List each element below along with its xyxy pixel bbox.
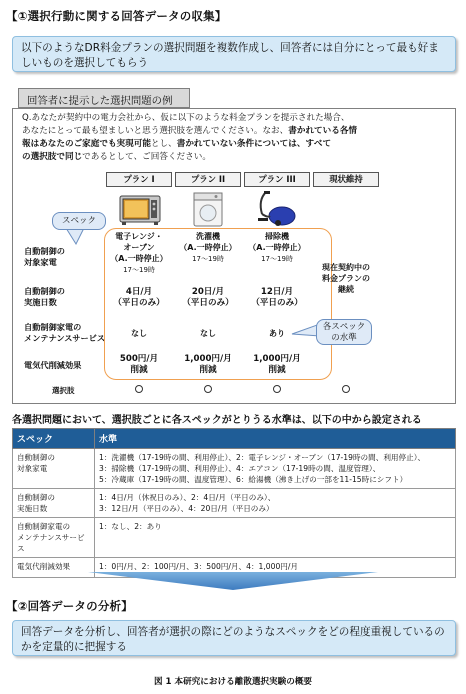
plan-2-maintenance: なし [200, 329, 216, 338]
row-label-maintenance: 自動制御家電の メンテナンスサービス [24, 322, 106, 343]
down-arrow-icon [88, 572, 378, 590]
plan-1-radio[interactable] [135, 385, 143, 393]
question-text3: とし、 [150, 139, 177, 149]
question-line2: あなたにとって最も望ましいと思う選択肢を選んでください。なお、 [22, 126, 289, 136]
plan-3-appliance: 掃除機 （A.一時停止） 17～19時 [248, 232, 306, 263]
plan-4-current: 現在契約中の 料金プランの 継続 [322, 263, 370, 294]
table-row: 自動制御家電の メンテナンスサービス 1：なし、2：あり [13, 518, 456, 558]
section1-title: 【①選択行動に関する回答データの収集】 [6, 9, 227, 23]
levels-header-spec: スペック [13, 429, 95, 449]
plan-3-discount: 1,000円/月 削減 [253, 354, 301, 375]
plan-1-appliance: 電子レンジ・ オーブン （A.一時停止） 17～19時 [110, 232, 168, 274]
table-row: 電気代削減効果 1：0円/月、2：100円/月、3：500円/月、4：1,000円/月 [13, 558, 456, 578]
plan-3-header: プラン III [244, 172, 310, 187]
question-line1: Q.あなたが契約中の電力会社から、仮に以下のような料金プランを提示された場合、 [22, 113, 350, 123]
level-callout: 各スペック の水準 [316, 319, 372, 345]
plan-4-radio[interactable] [342, 385, 350, 393]
question-bold4: の選択肢で同じ [22, 152, 83, 162]
row-label-discount: 電気代削減効果 [24, 360, 82, 370]
plan-2-discount: 1,000円/月 削減 [184, 354, 232, 375]
levels-table [12, 428, 456, 578]
vacuum-cleaner-icon [254, 190, 300, 228]
plan-1-maintenance: なし [131, 329, 147, 338]
section1-description: 以下のようなDR料金プランの選択問題を複数作成し、回答者には自分にとって最も好ましいものを選択してもらう [12, 36, 456, 72]
question-bold2: 書かれている各情 [288, 126, 358, 136]
plan-3-radio[interactable] [273, 385, 281, 393]
plan-1-days: 4日/月 （平日のみ） [113, 287, 165, 308]
table-row: 自動制御の 実施日数 1：4日/月（休祝日のみ）、2：4日/月（平日のみ）、 3：12日/月（平日のみ）、4：20日/月（平日のみ） [13, 489, 456, 518]
section2-title: 【②回答データの分析】 [6, 599, 133, 613]
question-bold3a: 報はあなたのご家庭でも実現可能 [22, 139, 151, 149]
plan-4-header: 現状維持 [313, 172, 379, 187]
spec-callout-pointer [62, 228, 110, 246]
row-label-days: 自動制御の 実施日数 [24, 286, 65, 307]
plan-3-maintenance: あり [269, 329, 285, 338]
plan-1-header: プラン I [106, 172, 172, 187]
table-row: 自動制御の 対象家電 1：洗濯機（17-19時の間、利用停止）、2：電子レンジ・オーブン（17-19時の間、利用停止）、 3：掃除機（17-19時の間、利用停止）、4：エアコン（17-19時の間、温度管理）、 5：冷蔵庫（17-19時の間、温度管理）、6：給湯機（沸き上げの一部を11-15時にシフト） [13, 449, 456, 489]
plan-2-days: 20日/月 （平日のみ） [182, 287, 234, 308]
section2-description: 回答データを分析し、回答者が選択の際にどのようなスペックをどの程度重視しているのかを定量的に把握する [12, 620, 456, 656]
row-label-target: 自動制御の 対象家電 [24, 246, 65, 267]
plan-2-header: プラン II [175, 172, 241, 187]
washing-machine-icon [188, 190, 228, 228]
figure-caption: 図 1 本研究における離散選択実験の概要 [153, 677, 313, 687]
example-tab: 回答者に提示した選択問題の例 [18, 88, 190, 108]
levels-header-level: 水準 [95, 429, 456, 449]
levels-title: 各選択問題において、選択肢ごとに各スペックがとりうる水準は、以下の中から設定される [12, 415, 422, 426]
question-bold3b: 書かれていない条件については、すべて [176, 139, 332, 149]
microwave-icon [118, 190, 162, 228]
plan-2-radio[interactable] [204, 385, 212, 393]
row-label-choice: 選択肢 [52, 386, 75, 395]
question-text [22, 112, 452, 164]
plan-2-appliance: 洗濯機 （A.一時停止） 17～19時 [179, 232, 237, 263]
plan-3-days: 12日/月 （平日のみ） [251, 287, 303, 308]
plan-1-discount: 500円/月 削減 [119, 354, 159, 375]
spec-callout: スペック [52, 212, 106, 230]
question-text4: であるとして、ご回答ください。 [82, 152, 211, 162]
